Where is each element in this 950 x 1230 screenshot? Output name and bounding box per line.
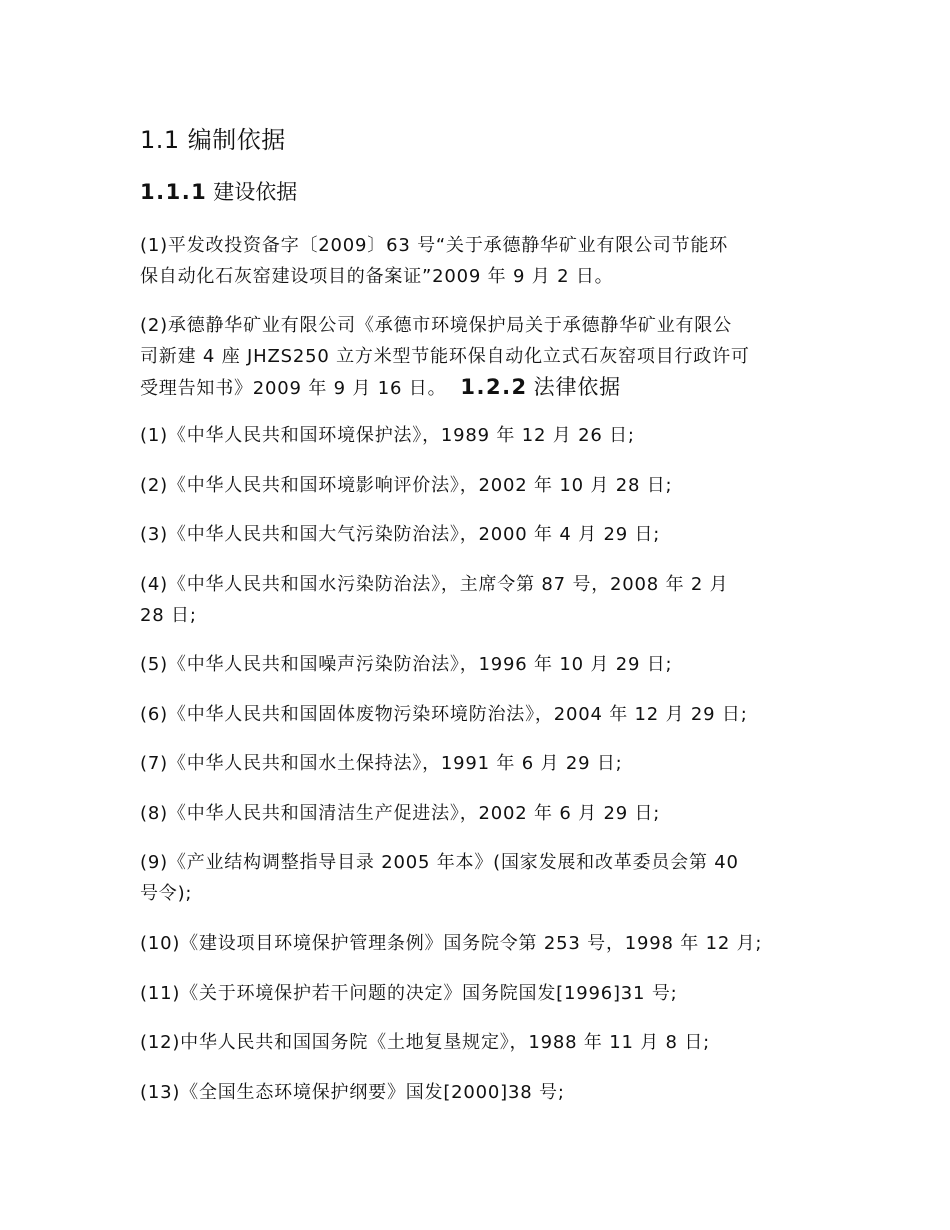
text-line: (11)《关于环境保护若干问题的决定》国务院国发[1996]31 号;: [140, 983, 678, 1004]
legal-basis-item: [140, 1027, 820, 1058]
text-line: 号令);: [140, 883, 193, 904]
text-line: [140, 372, 820, 403]
text-line: (1)《中华人民共和国环境保护法》，1989 年 12 月 26 日;: [140, 425, 635, 446]
legal-basis-item: [140, 470, 820, 501]
legal-basis-item: [140, 928, 820, 959]
text-line: (13)《全国生态环境保护纲要》国发[2000]38 号;: [140, 1082, 565, 1103]
text-line: 司新建 4 座 JHZS250 立方米型节能环保自动化立式石灰窑项目行政许可: [140, 346, 750, 367]
text-fragment: 受理告知书》2009 年 9 月 16 日。: [140, 378, 447, 399]
text-line: (9)《产业结构调整指导目录 2005 年本》(国家发展和改革委员会第 40: [140, 852, 739, 873]
section-heading: 1.1 编制依据: [140, 126, 286, 154]
text-line: (2)《中华人民共和国环境影响评价法》，2002 年 10 月 28 日;: [140, 475, 673, 496]
subsection-heading-legal-basis: [460, 375, 621, 399]
subsection-title: 法律依据: [533, 375, 621, 399]
text-line: (6)《中华人民共和国固体废物污染环境防治法》，2004 年 12 月 29 日;: [140, 704, 748, 725]
legal-basis-item: [140, 1077, 820, 1108]
legal-basis-item: [140, 847, 820, 909]
text-line: (1)平发改投资备字〔2009〕63 号“关于承德静华矿业有限公司节能环: [140, 235, 729, 256]
legal-basis-item: [140, 519, 820, 550]
legal-basis-item: [140, 420, 820, 451]
text-line: (12)中华人民共和国国务院《土地复垦规定》，1988 年 11 月 8 日;: [140, 1032, 710, 1053]
subsection-number: 1.2.2: [460, 375, 528, 399]
legal-basis-item: [140, 569, 820, 631]
subsection-number: 1.1.1: [140, 180, 208, 204]
text-line: (10)《建设项目环境保护管理条例》国务院令第 253 号，1998 年 12 月;: [140, 933, 763, 954]
legal-basis-item: [140, 978, 820, 1009]
legal-basis-item: [140, 798, 820, 829]
text-line: (5)《中华人民共和国噪声污染防治法》，1996 年 10 月 29 日;: [140, 654, 673, 675]
text-line: (2)承德静华矿业有限公司《承德市环境保护局关于承德静华矿业有限公: [140, 315, 732, 336]
legal-basis-item: [140, 699, 820, 730]
text-line: 保自动化石灰窑建设项目的备案证”2009 年 9 月 2 日。: [140, 266, 614, 287]
subsection-heading-construction-basis: [140, 176, 297, 206]
subsection-title: 建设依据: [213, 180, 298, 204]
legal-basis-item: [140, 748, 820, 779]
text-line: (4)《中华人民共和国水污染防治法》，主席令第 87 号，2008 年 2 月: [140, 574, 729, 595]
text-line: (8)《中华人民共和国清洁生产促进法》，2002 年 6 月 29 日;: [140, 803, 661, 824]
text-line: (7)《中华人民共和国水土保持法》，1991 年 6 月 29 日;: [140, 753, 623, 774]
construction-basis-item: [140, 230, 820, 292]
construction-basis-item: [140, 310, 820, 403]
text-line: 28 日;: [140, 605, 197, 626]
legal-basis-item: [140, 649, 820, 680]
text-line: (3)《中华人民共和国大气污染防治法》，2000 年 4 月 29 日;: [140, 524, 661, 545]
